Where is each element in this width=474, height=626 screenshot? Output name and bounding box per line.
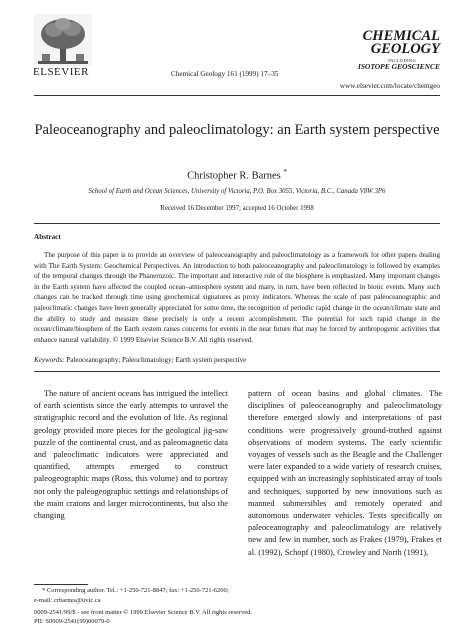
header-rule <box>34 95 440 96</box>
received-dates: Received 16 December 1997; accepted 16 October 1998 <box>160 205 314 212</box>
journal-name-line2: GEOLOGY <box>370 41 440 57</box>
body-right-column: pattern of ocean basins and global climates. The disciplines of paleoceanography and paleoclimatology therefore emerged slowly and interpretations of past conditions were progressively ground-truthed against observations of modern systems. The early scientific voyages of vessels such as the Beagle and the Challenger were later expanded to a wide variety of research cruises, equipped with an increasingly sophisticated array of tools and techniques, supported by new innovations such as manned submersibles and remotely operated and autonomous underwater vehicles. Texts specifically on paleoceanography and paleoclimatology are relatively new and few in number, such as Frakes (1979), Frakes et al. (1992), Schopf (1980), Crowley and North (1991), <box>248 389 442 557</box>
journal-including: INCLUDING <box>388 58 416 63</box>
keywords-text: Paleoceanography; Paleoclimatology; Earth system perspective <box>66 356 247 364</box>
elsevier-tree-logo <box>34 14 92 66</box>
pii-line: PII: S0009-2541(99)00079-0 <box>34 618 110 625</box>
copyright-block <box>34 608 252 626</box>
journal-subtitle: ISOTOPE GEOSCIENCE <box>357 62 440 71</box>
body-left-column: The nature of ancient oceans has intrigued the intellect of earth scientists since the early attempts to unravel the stratigraphic record and the evolution of life. As regional geology provided more pieces for the geological jig-saw puzzle of the continental crust, and as paleomagnetic data and paleoclimatic indicators were appreciated and quantified, attempts emerged to construct paleogeographic maps (Ross, this volume) and to portray not only the paleogeographic settings and relationships of the main cratons and larger microcontinents, but also the changing <box>34 389 228 521</box>
keywords-label: Keywords: <box>34 356 65 364</box>
copyright-line: 0009-2541/99/$ - see front matter © 1999 Elsevier Science B.V. All rights reserved. <box>34 609 253 616</box>
keywords <box>34 356 246 364</box>
article-title: Paleoceanography and paleoclimatology: an Earth system perspective <box>34 122 440 138</box>
article-author <box>34 168 440 182</box>
abstract-bottom-rule <box>34 371 440 372</box>
author-affiliation: School of Earth and Ocean Sciences, University of Victoria, P.O. Box 3055, Victoria, B.C., Canada V8W 3P6 <box>88 188 386 195</box>
journal-name <box>363 30 440 56</box>
journal-name-line1: CHEMICAL <box>362 28 440 44</box>
abstract-heading: Abstract <box>34 233 61 241</box>
journal-reference: Chemical Geology 161 (1999) 17–35 <box>171 70 279 78</box>
journal-url[interactable]: www.elsevier.com/locate/chemgeo <box>339 82 440 90</box>
author-mark: * <box>283 168 287 176</box>
abstract-text: The purpose of this paper is to provide an overview of paleoceanography and paleoclimatology as a framework for other papers dealing with The Earth System: Geochemical Perspectives. An introduction to both paleoceanography and paleoclimatology is followed by examples of the temporal changes through the Phanerozoic. The important and interactive role of the biosphere is emphasized. Many important changes in the Earth system have affected the coupled ocean–atmosphere system and many, in turn, have been reflected in biotic events. Many such changes can be tracked through time using geochemical signatures as proxy indicators. Whereas the scale of past paleoceanographic and paleoclimatic changes have been generally appreciated for some time, the recognition of periodic rapid change in the ocean/climate state and the ability to study and measure these precisely is only a recent accomplishment. The potential for such rapid change in the ocean/climate/biosphere of the Earth system raises concerns for events in the near future that may be forced by anthropogenic activities that enhance natural variability. © 1999 Elsevier Science B.V. All rights reserved. <box>34 251 440 344</box>
publisher-name: ELSEVIER <box>33 66 89 78</box>
author-name: Christopher R. Barnes <box>187 170 281 182</box>
corresponding-author-footnote: * Corresponding author. Tel.: +1-250-721-8847; fax: +1-250-721-6200; e-mail: crbarnes@uvic.ca <box>34 587 229 604</box>
footnote-rule <box>34 584 88 585</box>
abstract-top-rule <box>34 223 440 224</box>
